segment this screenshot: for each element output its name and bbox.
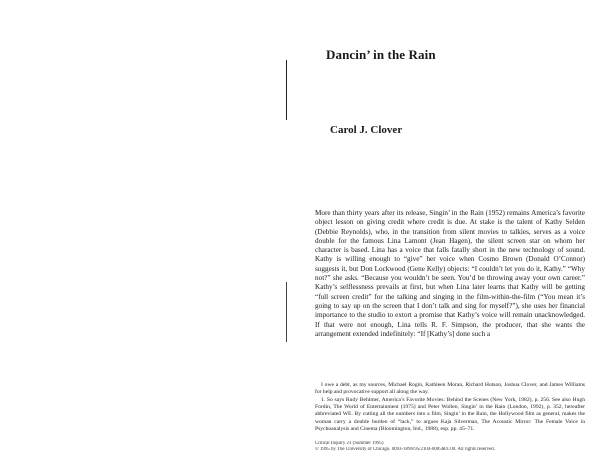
body-paragraph: More than thirty years after its release, Singin’ in the Rain (1952) remains America’s favorite object lesson on giving credit where credit is due. At stake is the talent of Kathy Selden (Debbie Reynolds), who, in the transition from silent movies to talkies, serves as a voice double for the famous Lina Lamont (Jean Hagen), the silent screen star on whom her character is based. Lina has a voice that falls fatally short in the new technology of sound. Kathy is willing enough to “give” her voice when Cosmo Brown (Donald O’Connor) suggests it, but Don Lockwood (Gene Kelly) objects: “I couldn’t let you do it, Kathy.” “Why not?” she asks. “Because you wouldn’t be seen. You’d be throwing away your own career.” Kathy’s selflessness prevails at first, but when Lina later learns that Kathy will be getting “full screen credit” for the talking and singing in the film-within-the-film (“You mean it’s going to say up on the screen that I don’t talk and sing for myself?”), she uses her financial importance to the studio to extort a promise that Kathy’s voice will remain unacknowledged. If that were not enough, Lina tells R. F. Simpson, the producer, that she wants the arrangement extended indefinitely: “If [Kathy’s] done such a xyxy=(315,209,585,338)
page-footer xyxy=(315,441,585,454)
acknowledgment-note: I owe a debt, as my sources, Michael Rogin, Kathleen Moran, Richard Hutson, Joshua Clover, and James Williams for help and provocative support all along the way. xyxy=(315,382,585,396)
journal-citation: Critical Inquiry 21 (Summer 1995) xyxy=(315,441,384,446)
footnote-1: 1. So says Rudy Behlmer, America’s Favorite Movies: Behind the Scenes (New York, 1982), p. 256. See also Hugh Fordin, The World of Entertainment (1975) and Peter Wollen, Singin’ in the Rain (London, 1992), p. 352, hereafter abbreviated WE. By cutting all the numbers into a film, Singin’ in the Rain, the Hollywood film as general, makes the woman carry a double burden of “lack,” to argues Kaja Silverman, The Acoustic Mirror: The Female Voice in Psychoanalysis and Cinema (Bloomington, Ind., 1988), esp. pp. 45–71. xyxy=(315,396,585,432)
copyright-line: © 1995 by The University of Chicago. 0093-1896/95/2104-0005$01.00. All rights reserved. xyxy=(315,447,495,453)
article-title: Dancin’ in the Rain xyxy=(326,47,436,62)
footnotes xyxy=(315,382,585,433)
article-body xyxy=(315,209,585,339)
page-fold-line-bottom xyxy=(286,282,287,342)
article-author: Carol J. Clover xyxy=(330,124,403,136)
page-fold-line-top xyxy=(286,60,287,120)
